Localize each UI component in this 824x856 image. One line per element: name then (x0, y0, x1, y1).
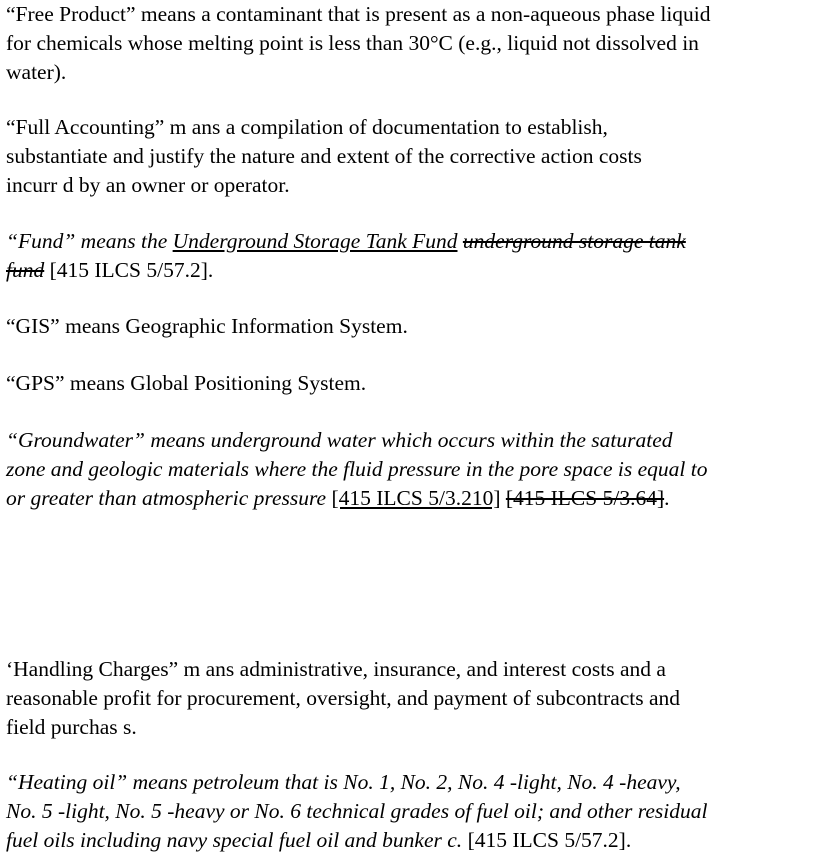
deleted-text: fund (6, 258, 45, 282)
statute-citation: [415 ILCS 5/57.2]. (44, 258, 214, 282)
definition-gis (6, 312, 824, 341)
text-line: water). (6, 60, 67, 84)
text-line: “GPS” means Global Positioning System. (6, 371, 367, 395)
definition-full-accounting (6, 113, 824, 200)
text-line: zone and geologic materials where the fluid pressure in the pore space is equal to (6, 457, 708, 481)
definition-heating-oil: “Heating oil” means petroleum that is No. 1, No. 2, No. 4 -light, No. 4 -heavy, No. 5 -light, No. 5 -heavy or No. 6 technical grades of fuel oil; and other residual fuel oils including navy special fuel oil and bunker c. [415 ILCS 5/57.2]. (6, 768, 824, 855)
text-line: substantiate and justify the nature and extent of the corrective action costs (6, 144, 642, 168)
text-line: ‘Handling Charges” m ans administrative, insurance, and interest costs and a (6, 657, 666, 681)
text-line: for chemicals whose melting point is less than 30°C (e.g., liquid not dissolved in (6, 31, 699, 55)
text-line: “Heating oil” means petroleum that is No. 1, No. 2, No. 4 -light, No. 4 -heavy, (6, 770, 681, 794)
text-line: “Groundwater” means underground water which occurs within the saturated (6, 428, 673, 452)
text-line: field purchas s. (6, 715, 137, 739)
definition-groundwater: “Groundwater” means underground water which occurs within the saturated zone and geologic materials where the fluid pressure in the pore space is equal to or greater than atmospheric pressure [415 ILCS 5/3.210] [415 ILCS 5/3.64]. (6, 426, 824, 513)
deleted-text: [415 ILCS 5/3.64] (505, 486, 665, 510)
definition-fund (6, 227, 824, 285)
text-line: incurr d by an owner or operator. (6, 173, 290, 197)
text-line: “Full Accounting” m ans a compilation of documentation to establish, (6, 115, 608, 139)
definition-free-product (6, 0, 824, 87)
statute-citation: [415 ILCS 5/57.2]. (462, 828, 632, 852)
definition-gps (6, 369, 824, 398)
text-line: “Free Product” means a contaminant that is present as a non-aqueous phase liquid (6, 2, 711, 26)
deleted-text: underground storage tank (462, 229, 686, 253)
text-line: reasonable profit for procurement, oversight, and payment of subcontracts and (6, 686, 681, 710)
text-line: “GIS” means Geographic Information System. (6, 314, 408, 338)
inserted-text: [415 ILCS 5/3.210] (331, 486, 501, 510)
text-line: No. 5 -light, No. 5 -heavy or No. 6 technical grades of fuel oil; and other residual (6, 799, 708, 823)
inserted-text: Underground Storage Tank Fund (172, 229, 458, 253)
definition-handling-charges (6, 655, 824, 742)
fund-term: “Fund” means the (6, 229, 173, 253)
